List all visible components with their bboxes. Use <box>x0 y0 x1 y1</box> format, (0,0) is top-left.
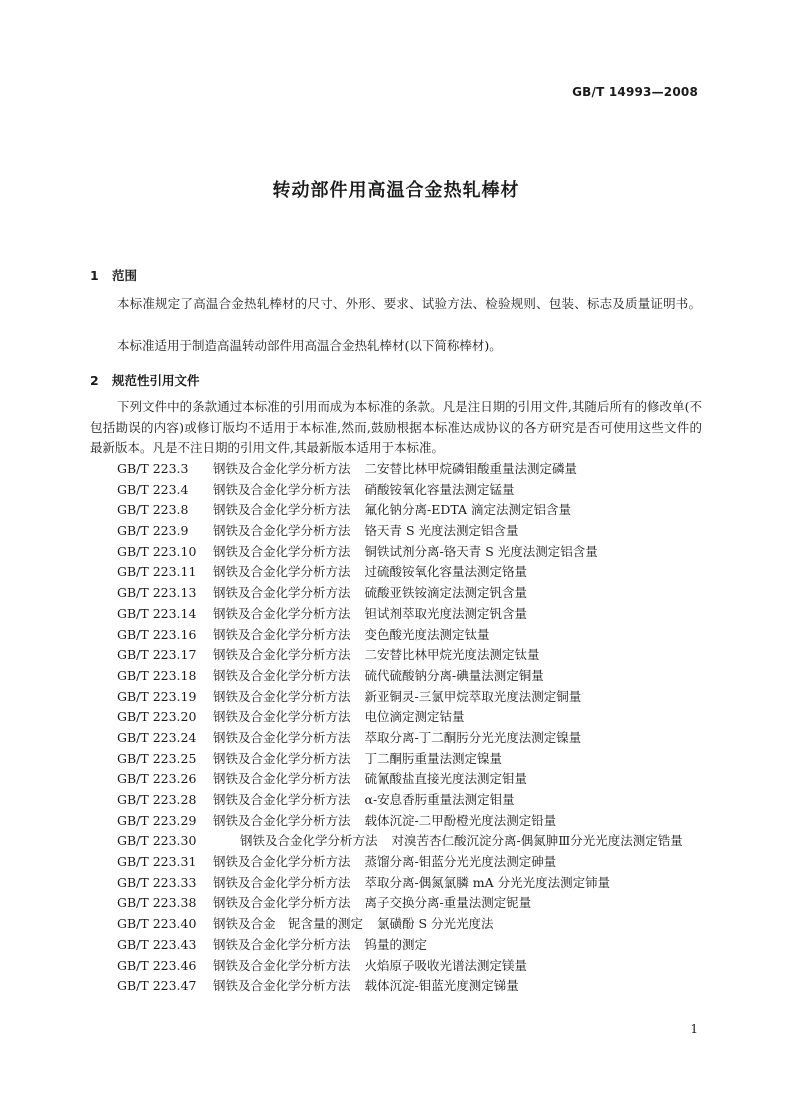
reference-item <box>90 687 702 708</box>
reference-title-part2: 硫代硫酸钠分离-碘量法测定铜量 <box>364 667 544 683</box>
section-1-paragraph-1: 本标准规定了高温合金热轧棒材的尺寸、外形、要求、试验方法、检验规则、包装、标志及质量证明书。 <box>117 296 702 311</box>
reference-code: GB/T 223.29 <box>117 812 197 828</box>
reference-title-part1: 钢铁及合金化学分析方法 <box>213 936 351 952</box>
reference-title-part1: 钢铁及合金化学分析方法 <box>213 667 351 683</box>
reference-title-part2: 硝酸铵氧化容量法测定锰量 <box>364 481 515 497</box>
reference-title-part2: 硫酸亚铁铵滴定法测定钒含量 <box>364 585 528 601</box>
reference-item <box>90 645 702 666</box>
section-2-heading <box>90 371 200 389</box>
section-2-title: 规范性引用文件 <box>112 373 200 388</box>
reference-title-part2: 火焰原子吸收光谱法测定镁量 <box>364 957 528 973</box>
reference-code: GB/T 223.47 <box>117 978 197 994</box>
reference-item <box>90 873 702 894</box>
reference-code: GB/T 223.46 <box>117 957 197 973</box>
reference-item <box>90 583 702 604</box>
reference-item <box>90 521 702 542</box>
reference-title-part1: 钢铁及合金化学分析方法 <box>213 709 351 725</box>
reference-title-part1: 钢铁及合金化学分析方法 <box>213 854 351 870</box>
reference-item <box>90 956 702 977</box>
reference-title-part1: 钢铁及合金化学分析方法 <box>240 833 378 849</box>
reference-item <box>90 935 702 956</box>
reference-code: GB/T 223.17 <box>117 647 197 663</box>
reference-title-part1: 钢铁及合金化学分析方法 <box>213 543 351 559</box>
reference-code: GB/T 223.30 <box>117 833 197 849</box>
reference-code: GB/T 223.10 <box>117 543 197 559</box>
reference-title-part1: 钢铁及合金化学分析方法 <box>213 481 351 497</box>
reference-item <box>90 604 702 625</box>
reference-title-part1: 钢铁及合金化学分析方法 <box>213 564 351 580</box>
reference-code: GB/T 223.31 <box>117 854 197 870</box>
reference-item <box>90 542 702 563</box>
reference-title-part2: 氟化钠分离-EDTA 滴定法测定铝含量 <box>364 502 572 518</box>
reference-title-part2: 对溴苦杏仁酸沉淀分离-偶氮胂Ⅲ分光光度法测定锆量 <box>391 833 683 849</box>
reference-item <box>90 811 702 832</box>
reference-list <box>90 459 702 997</box>
reference-title-part1: 钢铁及合金化学分析方法 <box>213 957 351 973</box>
reference-title-part1: 钢铁及合金化学分析方法 <box>213 874 351 890</box>
reference-code: GB/T 223.24 <box>117 729 197 745</box>
reference-title-part2: 铬天青 S 光度法测定铝含量 <box>364 523 519 539</box>
reference-title-part1: 钢铁及合金化学分析方法 <box>213 585 351 601</box>
reference-title-part2: α-安息香肟重量法测定钼量 <box>364 792 515 807</box>
reference-code: GB/T 223.40 <box>117 916 197 932</box>
reference-title-part2: 钨量的测定 <box>364 936 428 952</box>
reference-title-part1: 钢铁及合金 铌含量的测定 <box>213 916 364 932</box>
reference-title-part2: 钽试剂萃取光度法测定钒含量 <box>364 605 528 621</box>
section-1-paragraph-2: 本标准适用于制造高温转动部件用高温合金热轧棒材(以下简称棒材)。 <box>117 338 502 353</box>
reference-title-part1: 钢铁及合金化学分析方法 <box>213 502 351 518</box>
reference-item <box>90 893 702 914</box>
reference-code: GB/T 223.14 <box>117 605 197 621</box>
reference-title-part2: 萃取分离-丁二酮肟分光光度法测定镍量 <box>364 729 582 745</box>
reference-item <box>90 749 702 770</box>
reference-title-part1: 钢铁及合金化学分析方法 <box>213 605 351 621</box>
reference-item <box>90 707 702 728</box>
reference-title-part1: 钢铁及合金化学分析方法 <box>213 523 351 539</box>
reference-title-part2: 蒸馏分离-钼蓝分光光度法测定砷量 <box>364 854 557 870</box>
reference-item <box>90 769 702 790</box>
reference-title-part1: 钢铁及合金化学分析方法 <box>213 771 351 787</box>
reference-item <box>90 852 702 873</box>
reference-title-part1: 钢铁及合金化学分析方法 <box>213 978 351 994</box>
reference-code: GB/T 223.13 <box>117 585 197 601</box>
reference-title-part2: 新亚铜灵-三氯甲烷萃取光度法测定铜量 <box>364 688 582 704</box>
reference-title-part2: 二安替比林甲烷光度法测定钛量 <box>364 647 540 663</box>
reference-code: GB/T 223.19 <box>117 688 197 704</box>
reference-code: GB/T 223.4 <box>117 481 189 497</box>
reference-title-part1: 钢铁及合金化学分析方法 <box>213 812 351 828</box>
reference-item <box>90 976 702 997</box>
reference-title-part2: 变色酸光度法测定钛量 <box>364 626 490 642</box>
reference-title-part2: 过硫酸铵氧化容量法测定铬量 <box>364 564 528 580</box>
section-1-number: 1 <box>90 268 99 283</box>
reference-title-part1: 钢铁及合金化学分析方法 <box>213 626 351 642</box>
reference-title-part2: 二安替比林甲烷磷钼酸重量法测定磷量 <box>364 461 578 476</box>
reference-item <box>90 459 702 480</box>
reference-code: GB/T 223.20 <box>117 709 197 725</box>
reference-item <box>90 914 702 935</box>
reference-item <box>90 562 702 583</box>
reference-item <box>90 728 702 749</box>
reference-title-part2: 离子交换分离-重量法测定铌量 <box>364 895 532 911</box>
section-2-number: 2 <box>90 373 99 388</box>
reference-item <box>90 666 702 687</box>
reference-title-part2: 载体沉淀-钼蓝光度测定锑量 <box>364 978 519 994</box>
reference-title-part2: 载体沉淀-二甲酚橙光度法测定铅量 <box>364 812 557 828</box>
reference-code: GB/T 223.25 <box>117 750 197 766</box>
reference-code: GB/T 223.8 <box>117 502 189 518</box>
standard-code-header: GB/T 14993—2008 <box>572 85 698 99</box>
section-1-title: 范围 <box>112 268 138 283</box>
document-title: 转动部件用高温合金热轧棒材 <box>272 180 520 201</box>
reference-item <box>90 625 702 646</box>
reference-title-part1: 钢铁及合金化学分析方法 <box>213 688 351 704</box>
reference-title-part1: 钢铁及合金化学分析方法 <box>213 750 351 766</box>
reference-title-part2: 硫氰酸盐直接光度法测定钼量 <box>364 771 528 787</box>
reference-code: GB/T 223.9 <box>117 523 189 539</box>
reference-item <box>90 480 702 501</box>
reference-title-part1: 钢铁及合金化学分析方法 <box>213 792 351 807</box>
reference-code: GB/T 223.43 <box>117 936 197 952</box>
reference-title-part2: 铜铁试剂分离-铬天青 S 光度法测定铝含量 <box>364 543 598 559</box>
section-1-heading <box>90 266 137 284</box>
reference-code: GB/T 223.11 <box>117 564 197 580</box>
reference-title-part1: 钢铁及合金化学分析方法 <box>213 895 351 911</box>
reference-title-part1: 钢铁及合金化学分析方法 <box>213 729 351 745</box>
reference-title-part2: 丁二酮肟重量法测定镍量 <box>364 750 503 766</box>
reference-title-part1: 钢铁及合金化学分析方法 <box>213 461 351 476</box>
reference-title-part2: 萃取分离-偶氮氯膦 mA 分光光度法测定铈量 <box>364 874 611 890</box>
reference-code: GB/T 223.16 <box>117 626 197 642</box>
reference-code: GB/T 223.3 <box>117 461 189 476</box>
reference-code: GB/T 223.18 <box>117 667 197 683</box>
reference-code: GB/T 223.26 <box>117 771 197 787</box>
page-number: 1 <box>690 1022 698 1036</box>
reference-code: GB/T 223.28 <box>117 792 197 807</box>
reference-title-part2: 氯磺酚 S 分光光度法 <box>377 916 494 932</box>
reference-item <box>90 500 702 521</box>
reference-code: GB/T 223.38 <box>117 895 197 911</box>
reference-item <box>90 790 702 811</box>
reference-title-part2: 电位滴定测定钴量 <box>364 709 465 725</box>
reference-code: GB/T 223.33 <box>117 874 197 890</box>
reference-title-part1: 钢铁及合金化学分析方法 <box>213 647 351 663</box>
reference-item <box>90 831 702 852</box>
section-2-intro: 下列文件中的条款通过本标准的引用而成为本标准的条款。凡是注日期的引用文件,其随后所有的修改单(不包括勘误的内容)或修订版均不适用于本标准,然而,鼓励根据本标准达成协议的各方研究是否可使用这些文件的最新版本。凡是不注日期的引用文件,其最新版本适用于本标准。 <box>90 399 702 455</box>
